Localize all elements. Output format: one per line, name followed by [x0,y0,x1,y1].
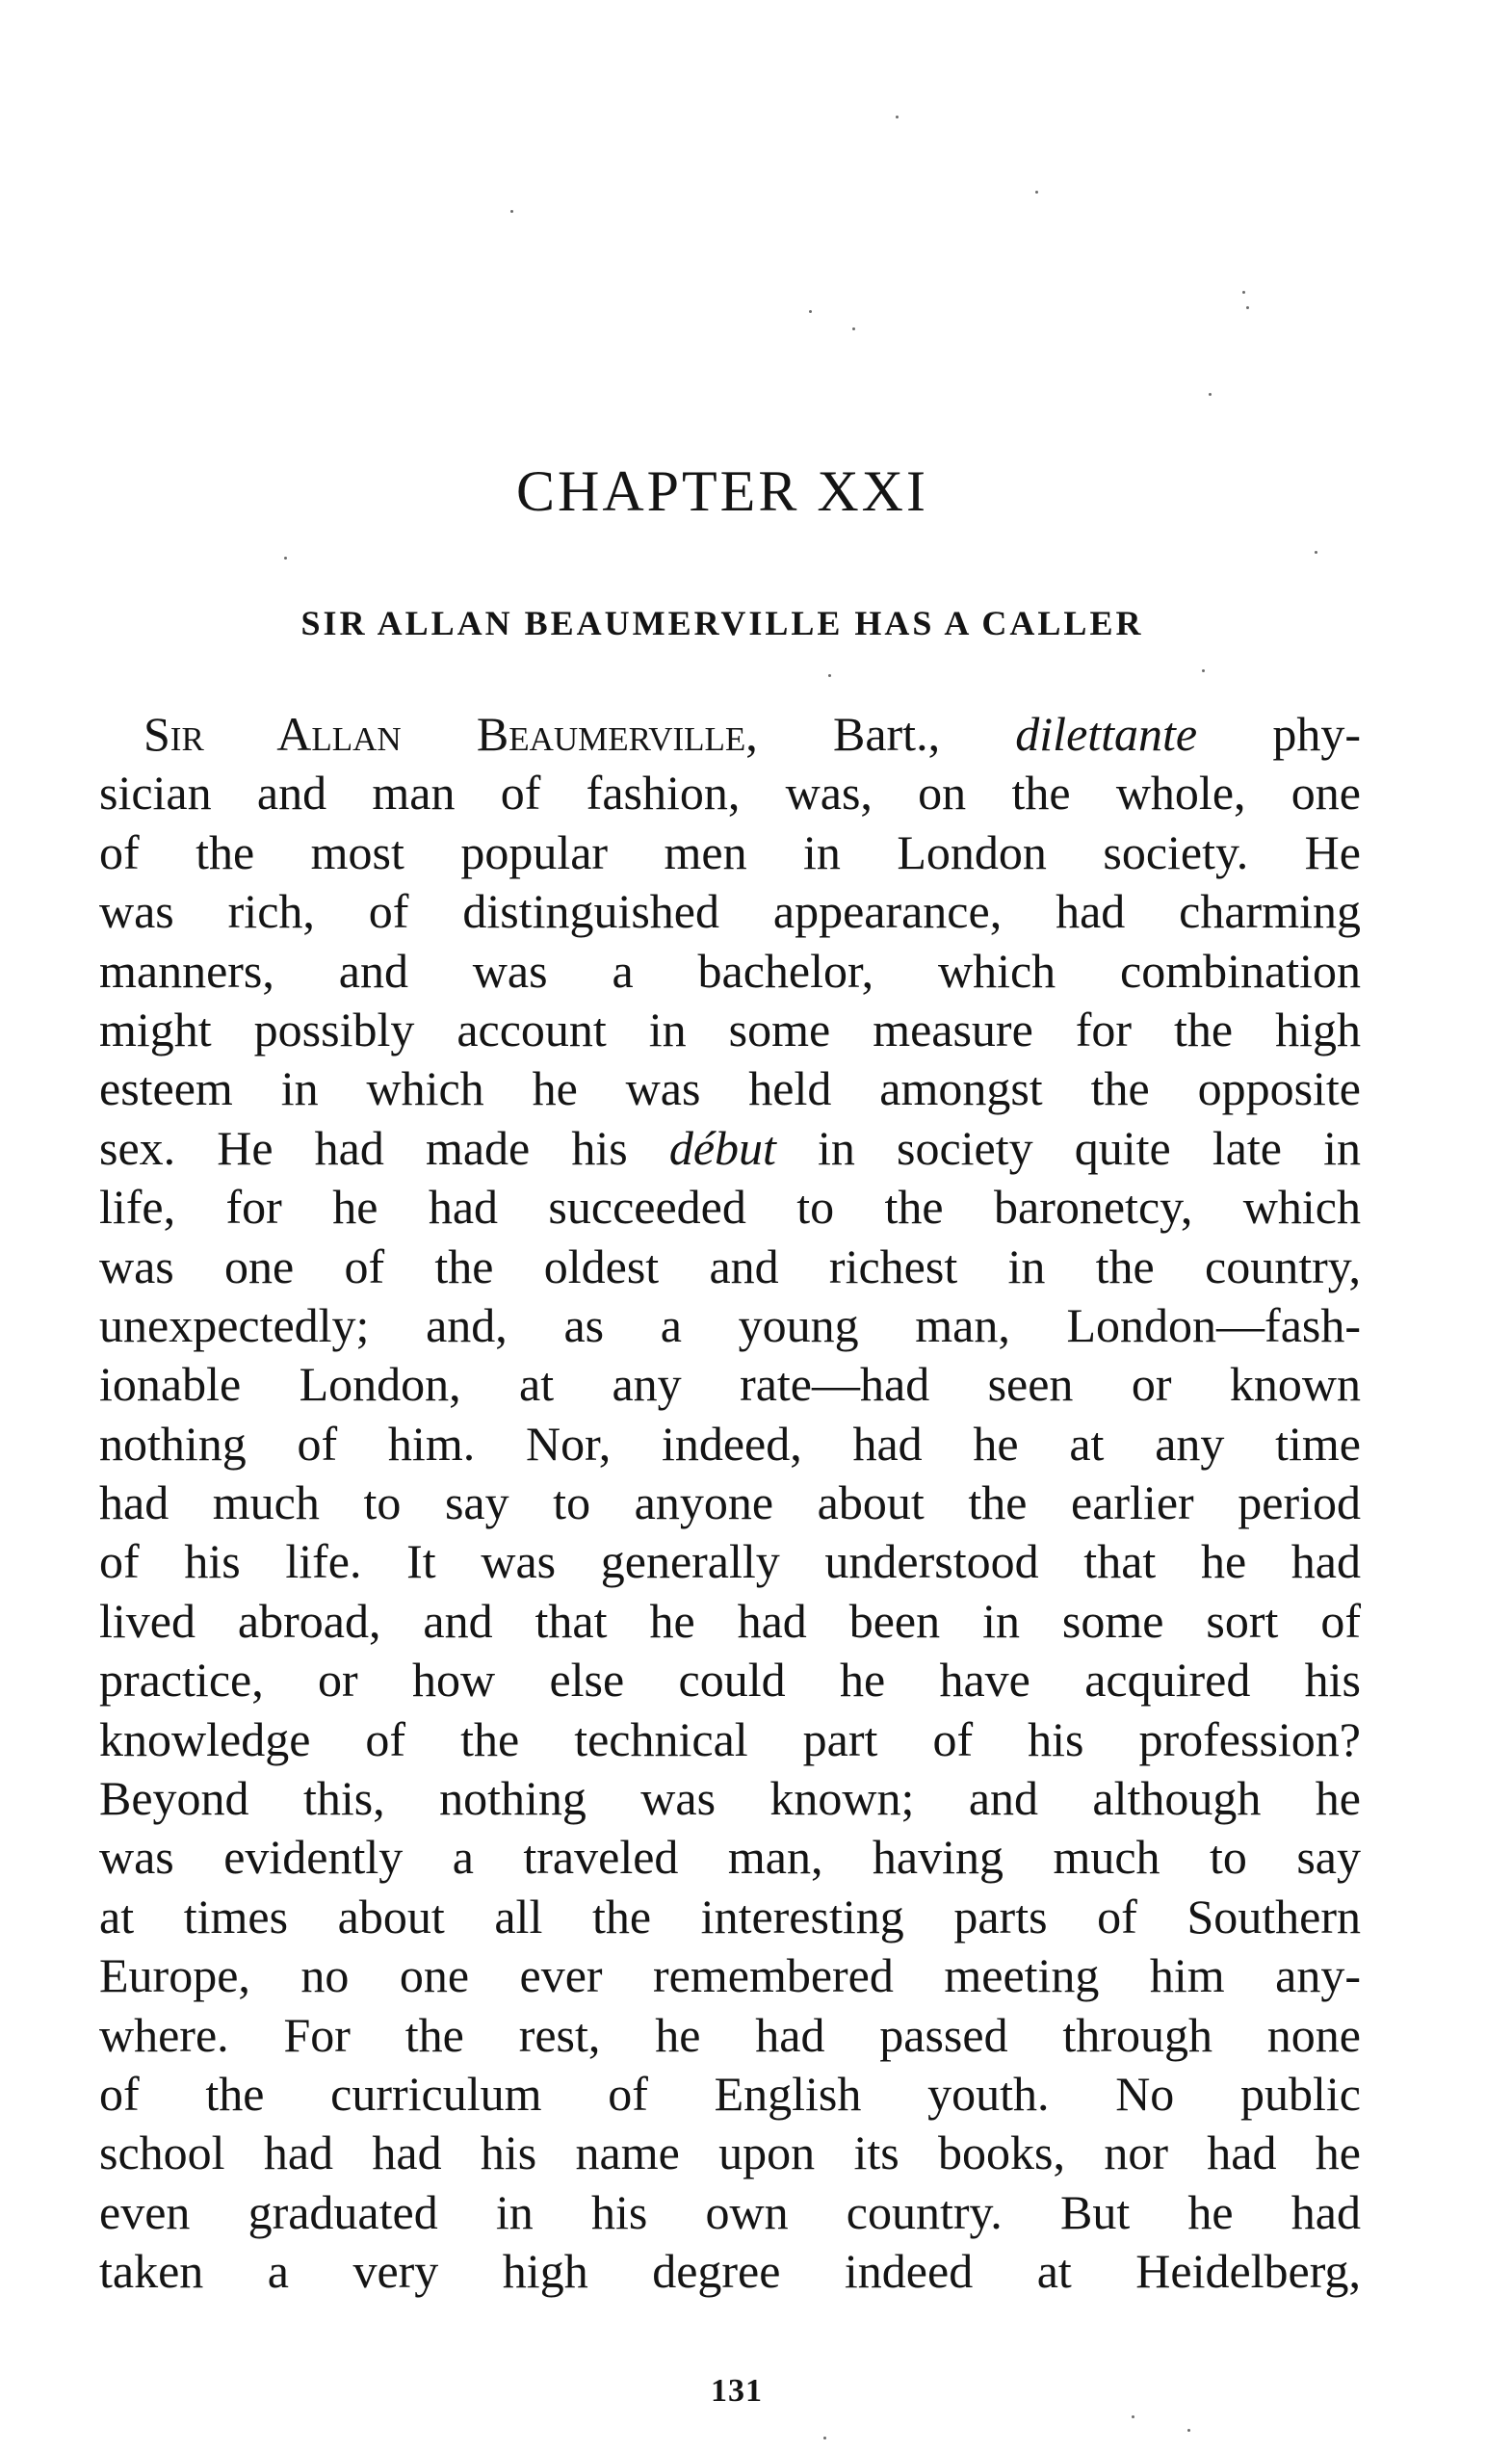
text-line: at times about all the interesting parts of Southern [99,1889,1361,1943]
scan-speck [1202,669,1205,672]
scan-speck [510,210,513,213]
scan-speck [852,327,855,330]
text-line: sician and man of fashion, was, on the whole, one [99,766,1361,821]
text-line: had much to say to anyone about the earlier period [99,1475,1361,1530]
text-line: was one of the oldest and richest in the country, [99,1239,1361,1293]
text-line: was evidently a traveled man, having much to say [99,1830,1361,1885]
text-line: of his life. It was generally understood that he had [99,1534,1361,1589]
scan-speck [1315,551,1317,554]
page-number: 131 [711,2373,763,2409]
scan-speck [1187,2429,1190,2432]
text-line: taken a very high degree indeed at Heidelberg, [99,2244,1361,2299]
scan-speck [1246,306,1249,309]
text-line: Europe, no one ever remembered meeting him any- [99,1948,1361,2003]
text-line: manners, and was a bachelor, which combination [99,943,1361,998]
scan-speck [809,310,812,313]
scan-speck [1035,191,1038,194]
text-line: knowledge of the technical part of his profession? [99,1711,1361,1766]
text-line: was rich, of distinguished appearance, had charming [99,884,1361,939]
chapter-subtitle: SIR ALLAN BEAUMERVILLE HAS A CALLER [300,604,1144,642]
text-line: nothing of him. Nor, indeed, had he at any time [99,1416,1361,1471]
scan-speck [1242,291,1245,294]
scan-speck [823,2437,826,2439]
opening-name: Sir Allan Beaumerville, [143,707,758,761]
text-line: of the curriculum of English youth. No public [99,2066,1361,2121]
chapter-body-text [99,705,1361,2302]
text-line: unexpectedly; and, as a young man, London—fash- [99,1297,1361,1352]
text-line-content: Bart., dilettante phy- [757,707,1361,761]
text-line: might possibly account in some measure for the high [99,1002,1361,1056]
scan-speck [1132,2415,1134,2418]
text-line: sex. He had made his début in society quite late in [99,1120,1361,1175]
text-line: lived abroad, and that he had been in some sort of [99,1593,1361,1648]
scan-speck [896,116,899,118]
italic-term: dilettante [1015,707,1198,761]
text-line: esteem in which he was held amongst the opposite [99,1061,1361,1116]
text-line: Beyond this, nothing was known; and although he [99,1771,1361,1826]
scan-speck [828,674,831,677]
text-line: ionable London, at any rate—had seen or known [99,1357,1361,1412]
text-line [99,705,1361,764]
italic-term: début [668,1120,776,1175]
chapter-heading: CHAPTER XXI [515,459,928,523]
text-line: life, for he had succeeded to the baronetcy, which [99,1180,1361,1235]
text-line: even graduated in his own country. But he had [99,2184,1361,2239]
text-line: of the most popular men in London society. He [99,824,1361,879]
text-line: school had had his name upon its books, nor had he [99,2126,1361,2180]
scan-speck [1209,393,1212,396]
text-line: practice, or how else could he have acquired his [99,1653,1361,1708]
scan-speck [284,557,287,560]
text-line: where. For the rest, he had passed through none [99,2007,1361,2062]
